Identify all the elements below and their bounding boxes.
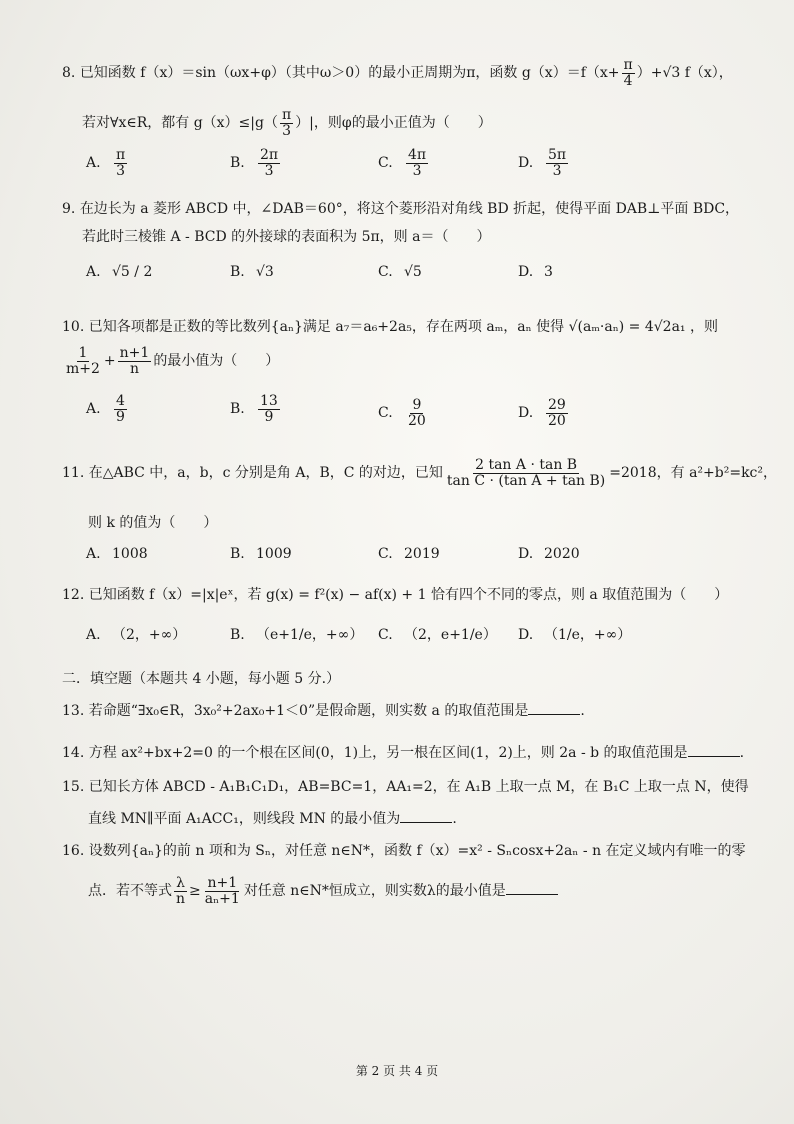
q8-text-c: g（x）＝f（x+ (521, 65, 620, 82)
q11-fraction: $\frac{\text{2 tan A · tan B}}{\text{tan C · (tan A + tan B)}}$ (446, 457, 606, 489)
q8-number: 8. (62, 65, 76, 82)
q10-option-a[interactable]: A. $\frac{4}{9}$ (86, 393, 125, 425)
q8-option-a[interactable]: A. $\frac{\pi}{3}$ (86, 147, 126, 179)
q12-line-1: 已知函数 f（x）=|x|eˣ，若 g(x) = f²(x) − af(x) + 1 恰有四个不同的零点，则 a 取值范围为（ ） (88, 587, 729, 603)
q12-option-c[interactable]: C. （2，e+1/e） (378, 627, 497, 643)
q11-option-b[interactable]: B. 1009 (230, 546, 292, 562)
q16-answer-blank[interactable] (506, 882, 558, 895)
q15-answer-blank[interactable] (400, 810, 452, 823)
q8-option-b[interactable]: B. $\frac{2\pi}{3}$ (230, 147, 279, 179)
q12-option-d[interactable]: D. （1/e，+∞） (518, 627, 632, 643)
q9-line-2: 若此时三棱锥 A - BCD 的外接球的表面积为 5π，则 a＝（ ） (82, 229, 491, 245)
question-16: 16. 设数列{aₙ}的前 n 项和为 Sₙ，对任意 n∈N*，函数 f（x）=x² - Sₙcosx+2aₙ - n 在定义域内有唯一的零 (62, 843, 746, 859)
question-8-line-2: 若对∀x∈R，都有 g（x）≤|g（ $\frac{\pi}{3}$ ）|，则φ的最小正值为（ ） (82, 107, 492, 139)
q8-text-b: f（x）＝sin（ωx+φ）（其中ω＞0）的最小正周期为π，函数 (140, 65, 518, 82)
q16-line-1: 设数列{aₙ}的前 n 项和为 Sₙ，对任意 n∈N*，函数 f（x）=x² - Sₙcosx+2aₙ - n 在定义域内有唯一的零 (88, 843, 746, 859)
question-12: 12. 已知函数 f（x）=|x|eˣ，若 g(x) = f²(x) − af(x) + 1 恰有四个不同的零点，则 a 取值范围为（ ） (62, 587, 729, 603)
q9-option-c[interactable]: C. √5 (378, 264, 422, 280)
q8-option-d[interactable]: D. $\frac{5\pi}{3}$ (518, 147, 567, 179)
q12-option-b[interactable]: B. （e+1/e，+∞） (230, 627, 364, 643)
q10-option-b[interactable]: B. $\frac{13}{9}$ (230, 393, 278, 425)
q9-option-a[interactable]: A. √5 / 2 (86, 264, 153, 280)
q10-line-1: 已知各项都是正数的等比数列{aₙ}满足 a₇＝a₆+2a₅，存在两项 aₘ，aₙ 使得 √(aₘ·aₙ) = 4√2a₁ ，则 (88, 319, 718, 335)
question-15: 15. 已知长方体 ABCD - A₁B₁C₁D₁，AB=BC=1，AA₁=2，在 A₁B 上取一点 M，在 B₁C 上取一点 N，使得 (62, 779, 749, 795)
question-9: 9. 在边长为 a 菱形 ABCD 中，∠DAB＝60°，将这个菱形沿对角线 BD 折起，使得平面 DAB⊥平面 BDC， (62, 201, 740, 217)
q9-option-d[interactable]: D. 3 (518, 264, 553, 280)
q8-option-c[interactable]: C. $\frac{4\pi}{3}$ (378, 147, 427, 179)
q8-text-a: 已知函数 (79, 65, 136, 82)
q13-answer-blank[interactable] (528, 702, 580, 715)
q9-line-1: 在边长为 a 菱形 ABCD 中，∠DAB＝60°，将这个菱形沿对角线 BD 折起，使得平面 DAB⊥平面 BDC， (79, 201, 740, 217)
question-10: 10. 已知各项都是正数的等比数列{aₙ}满足 a₇＝a₆+2a₅，存在两项 aₘ，aₙ 使得 √(aₘ·aₙ) = 4√2a₁ ，则 (62, 319, 718, 335)
q16-line-2: 点．若不等式 $\frac{\lambda}{n}$ ≥ $\frac{n+1}{\text{aₙ+1}}$ 对任意 n∈N*恒成立，则实数λ的最小值是 (88, 876, 558, 906)
q12-option-a[interactable]: A. （2，+∞） (86, 627, 187, 643)
q11-line-2: 则 k 的值为（ ） (88, 515, 218, 531)
q9-option-b[interactable]: B. √3 (230, 264, 274, 280)
q11-option-a[interactable]: A. 1008 (86, 546, 148, 562)
q11-option-d[interactable]: D. 2020 (518, 546, 580, 562)
q8-text-d: ）+√3 f（x）， (636, 65, 733, 82)
question-14: 14. 方程 ax²+bx+2=0 的一个根在区间(0，1)上，另一根在区间(1，2)上，则 2a - b 的取值范围是 . (62, 745, 745, 761)
page-footer: 第 2 页 共 4 页 (355, 1064, 439, 1078)
q14-answer-blank[interactable] (688, 744, 740, 757)
q15-line-2: 直线 MN∥平面 A₁ACC₁，则线段 MN 的最小值为 . (88, 811, 457, 827)
q8-fraction-2: $\frac{\pi}{3}$ (281, 107, 292, 139)
q15-line-1: 已知长方体 ABCD - A₁B₁C₁D₁，AB=BC=1，AA₁=2，在 A₁B 上取一点 M，在 B₁C 上取一点 N，使得 (88, 779, 749, 795)
q8-fraction-1: $\frac{\pi}{4}$ (623, 57, 633, 89)
q10-line-2: $\frac{1}{m+2}$ + $\frac{n+1}{n}$ 的最小值为（ ） (66, 345, 280, 377)
q11-option-c[interactable]: C. 2019 (378, 546, 440, 562)
question-8 (62, 58, 733, 88)
q10-option-c[interactable]: C. $\frac{9}{20}$ (378, 397, 426, 429)
question-11: 11. 在△ABC 中，a，b，c 分别是角 A，B，C 的对边，已知 $\frac{\text{2 tan A · tan B}}{\text{tan C · (tan A + tan B)}}$ =2018，有 a²+b²=kc²， (62, 457, 778, 489)
q10-option-d[interactable]: D. $\frac{29}{20}$ (518, 397, 566, 429)
section-2-heading: 二．填空题（本题共 4 小题，每小题 5 分.） (62, 671, 341, 687)
question-13: 13. 若命题“∃x₀∈R，3x₀²+2ax₀+1＜0”是假命题，则实数 a 的取值范围是 . (62, 703, 585, 719)
